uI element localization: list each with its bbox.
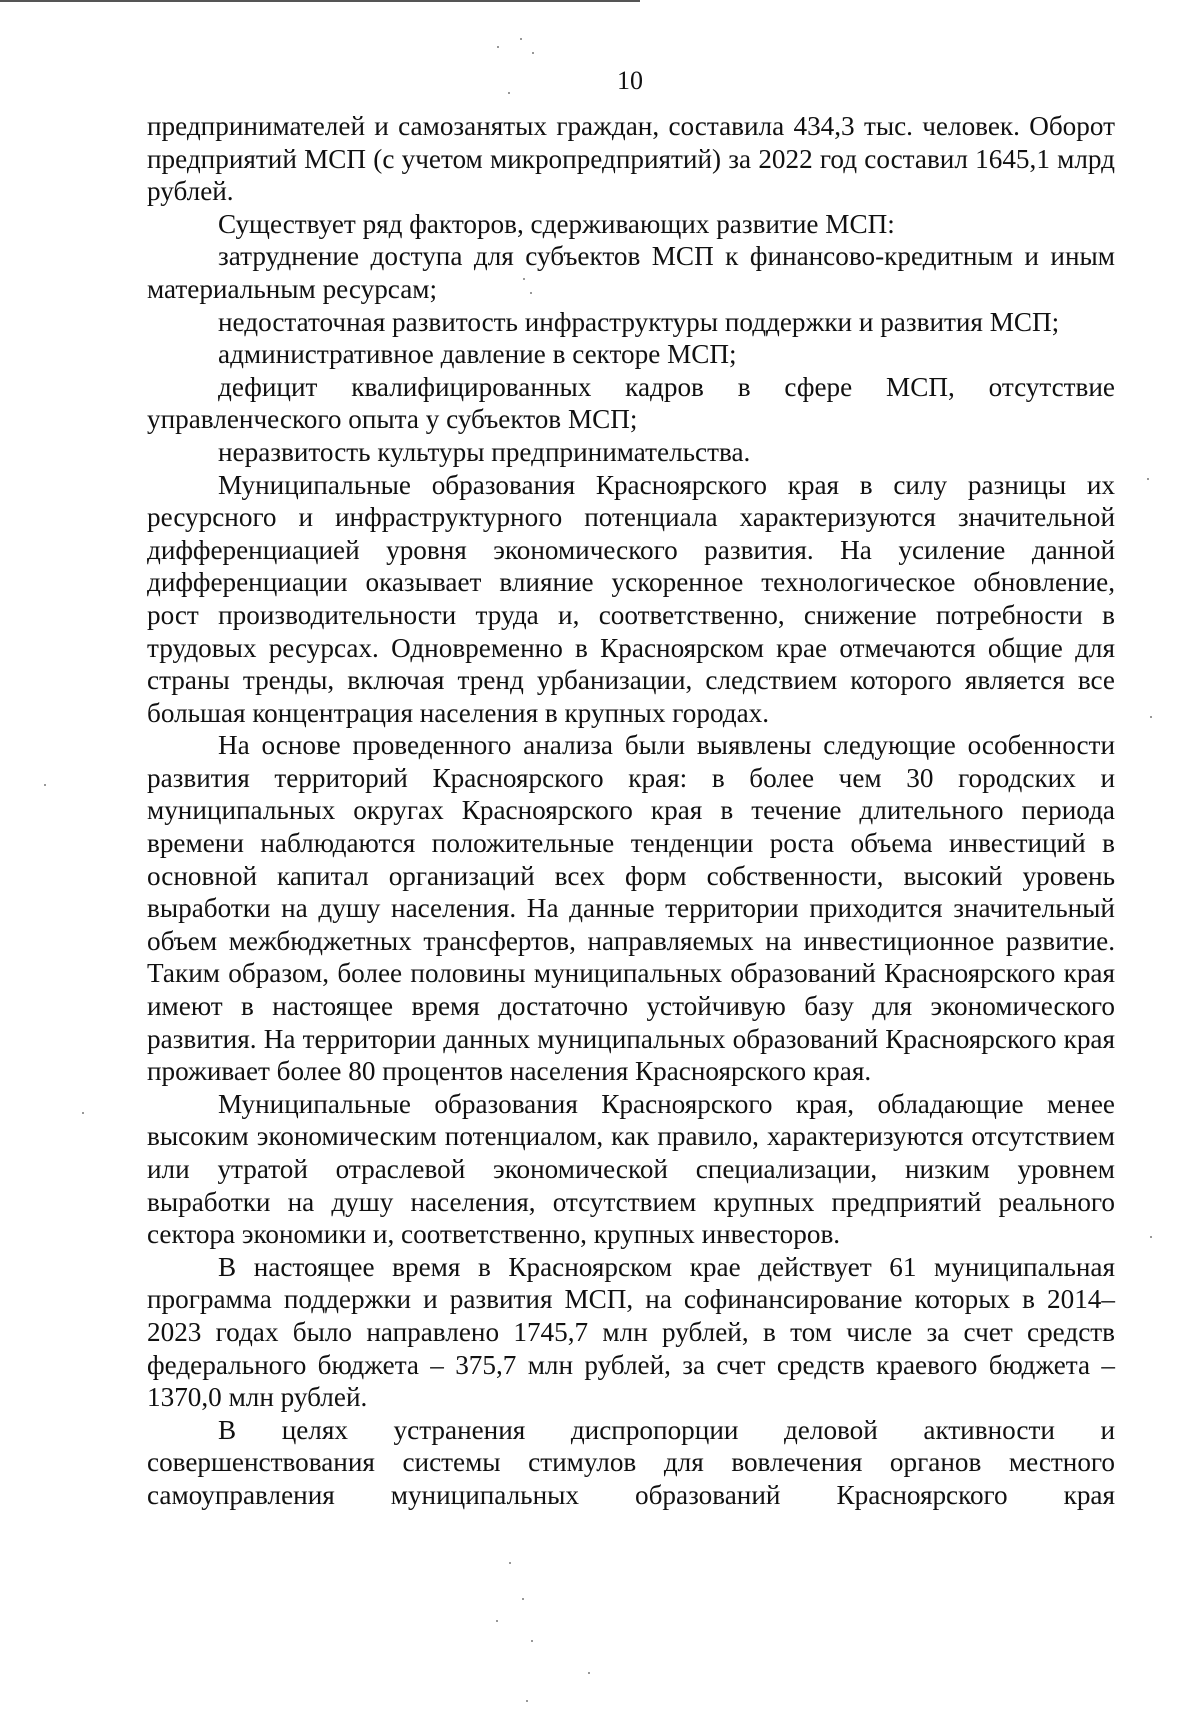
paragraph-municipal-programs: В настоящее время в Красноярском крае действует 61 муниципальная программа поддержки и развития МСП, на софинансирование которых в 2014–2023 годах было направлено 1745,7 млн рублей, в том числе за счет средств федерального бюджета – 375,7 млн рублей, за счет средств краевого бюджета – 1370,0 млн рублей.	[147, 1251, 1115, 1413]
paragraph-factors-intro: Существует ряд факторов, сдерживающих развитие МСП:	[218, 208, 895, 239]
scan-speck	[44, 784, 46, 786]
scan-speck	[82, 1112, 84, 1114]
scan-speck	[509, 1562, 511, 1564]
scan-speck	[530, 292, 532, 294]
scan-speck	[588, 1672, 590, 1674]
paragraph-analysis-findings: На основе проведенного анализа были выявлены следующие особенности развития территорий Красноярского края: в более чем 30 городских и муниципальных округах Красноярского края в течение длительного периода времени наблюдаются положительные тенденции роста объема инвестиций в основной капитал организаций всех форм собственности, высокий уровень выработки на душу населения. На данные территории приходится значительный объем межбюджетных трансфертов, направляемых на инвестиционное развитие. Таким образом, более половины муниципальных образований Красноярского края имеют в настоящее время достаточно устойчивую базу для экономического развития. На территории данных муниципальных образований Красноярского края проживает более 80 процентов населения Красноярского края.	[147, 730, 1115, 1087]
scan-speck	[523, 278, 525, 280]
scan-speck	[508, 92, 510, 94]
top-edge-rule	[0, 0, 640, 2]
scan-speck	[497, 46, 499, 48]
list-item-factor: административное давление в секторе МСП;	[218, 339, 737, 370]
list-item-factor: недостаточная развитость инфраструктуры поддержки и развития МСП;	[218, 306, 1060, 337]
paragraph-municipal-differentiation: Муниципальные образования Красноярского края в силу разницы их ресурсного и инфраструктурного потенциала характеризуются значительной дифференциацией уровня экономического развития. На усиление данной дифференциации оказывает влияние ускоренное технологическое обновление, рост производительности труда и, соответственно, снижение потребности в трудовых ресурсах. Одновременно в Красноярском крае отмечаются общие для страны тренды, включая тренд урбанизации, следствием которого является все большая концентрация населения в крупных городах.	[147, 469, 1115, 728]
page-number: 10	[617, 66, 643, 95]
scan-speck	[496, 1620, 498, 1622]
scan-speck	[532, 52, 534, 54]
scan-speck	[1150, 716, 1152, 718]
list-item-factor: неразвитость культуры предпринимательства.	[218, 436, 751, 467]
scan-speck	[520, 38, 522, 40]
scan-speck	[1147, 478, 1149, 480]
scan-speck	[522, 1598, 524, 1600]
list-item-factor: затруднение доступа для субъектов МСП к финансово-кредитным и иным материальным ресурсам;	[147, 241, 1115, 304]
list-item-factor: дефицит квалифицированных кадров в сфере МСП, отсутствие управленческого опыта у субъектов МСП;	[147, 371, 1115, 435]
paragraph-disproportion: В целях устранения диспропорции деловой активности и совершенствования системы стимулов для вовлечения органов местного самоуправления муниципальных образований Красноярского края	[147, 1414, 1115, 1510]
scan-speck	[1150, 1236, 1152, 1238]
scan-speck	[531, 1640, 533, 1642]
paragraph-low-potential: Муниципальные образования Красноярского края, обладающие менее высоким экономическим потенциалом, как правило, характеризуются отсутствием или утратой отраслевой экономической специализации, низким уровнем выработки на душу населения, отсутствием крупных предприятий реального сектора экономики и, соответственно, крупных инвесторов.	[147, 1088, 1115, 1250]
paragraph-continuation: предпринимателей и самозанятых граждан, составила 434,3 тыс. человек. Оборот предприятий МСП (с учетом микропредприятий) за 2022 год составил 1645,1 млрд рублей.	[147, 111, 1115, 207]
scan-speck	[526, 1700, 528, 1702]
document-body	[147, 110, 1115, 1512]
